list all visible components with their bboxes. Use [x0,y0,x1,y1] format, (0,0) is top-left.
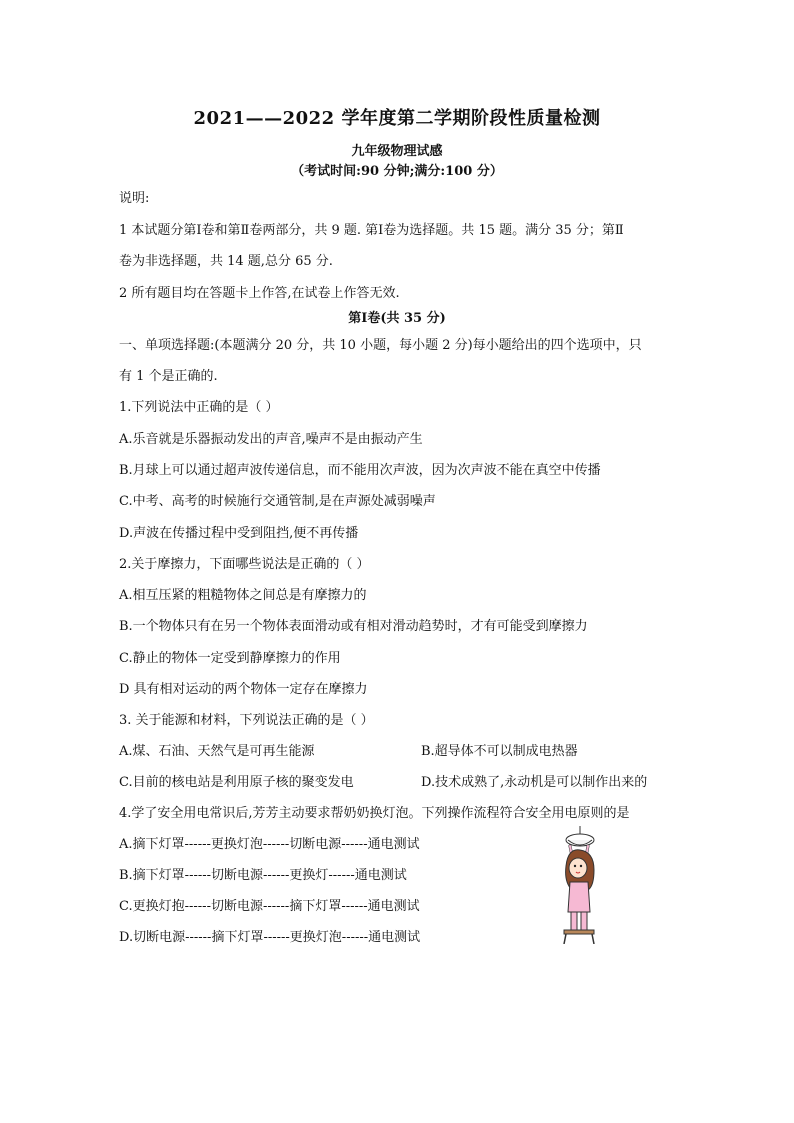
question-4-option-c: C.更换灯抱------切断电源------摘下灯罩------通电测试 [119,899,420,914]
question-1-option-d: D.声波在传播过程中受到阻挡,便不再传播 [119,526,359,541]
question-4-option-b: B.摘下灯罩------切断电源------更换灯------通电测试 [119,868,407,883]
notes-line-1: 1 本试题分第Ⅰ卷和第Ⅱ卷两部分，共 9 题. 第Ⅰ卷为选择题。共 15 题。满分 35 分；第Ⅱ [119,223,624,238]
question-1-stem: 1.下列说法中正确的是（ ） [119,400,279,415]
exam-title: 2021——2022 学年度第二学期阶段性质量检测 [193,108,601,129]
question-3-option-d: D.技术成熟了,永动机是可以制作出来的 [421,775,648,790]
exam-subject: 九年级物理试感 [351,144,443,159]
section-instructions-2: 有 1 个是正确的. [119,369,218,384]
section-instructions-1: 一、单项选择题:(本题满分 20 分，共 10 小题，每小题 2 分)每小题给出的四个选项中，只 [119,338,642,353]
question-4-option-a: A.摘下灯罩------更换灯泡------切断电源------通电测试 [119,837,420,852]
question-2-option-d: D 具有相对运动的两个物体一定存在摩擦力 [119,682,368,697]
section-title: 第Ⅰ卷(共 35 分) [348,311,446,326]
question-3-option-c: C.目前的核电站是利用原子核的聚变发电 [119,775,354,790]
question-3-option-b: B.超导体不可以制成电热器 [421,744,578,759]
girl-changing-lightbulb-illustration [546,826,622,944]
question-1-option-c: C.中考、高考的时候施行交通管制,是在声源处减弱噪声 [119,494,436,509]
question-3-stem: 3. 关于能源和材料，下列说法正确的是（ ） [119,713,374,728]
question-2-option-a: A.相互压紧的粗糙物体之间总是有摩擦力的 [119,588,367,603]
question-4-option-d: D.切断电源------摘下灯罩------更换灯泡------通电测试 [119,930,421,945]
question-1-option-a: A.乐音就是乐器振动发出的声音,噪声不是由振动产生 [119,432,423,447]
question-4-stem: 4.学了安全用电常识后,芳芳主动要求帮奶奶换灯泡。下列操作流程符合安全用电原则的是 [119,806,630,821]
question-1-option-b: B.月球上可以通过超声波传递信息，而不能用次声波，因为次声波不能在真空中传播 [119,463,601,478]
question-2-option-c: C.静止的物体一定受到静摩擦力的作用 [119,651,341,666]
question-3-option-a: A.煤、石油、天然气是可再生能源 [119,744,315,759]
notes-line-3: 2 所有题目均在答题卡上作答,在试卷上作答无效. [119,286,400,301]
notes-line-2: 卷为非选择题，共 14 题,总分 65 分. [119,254,333,269]
notes-heading: 说明: [119,191,150,206]
question-2-stem: 2.关于摩擦力，下面哪些说法是正确的（ ） [119,557,370,572]
exam-info: （考试时间:90 分钟;满分:100 分） [291,164,503,179]
question-2-option-b: B.一个物体只有在另一个物体表面滑动或有相对滑动趋势时，才有可能受到摩擦力 [119,619,588,634]
